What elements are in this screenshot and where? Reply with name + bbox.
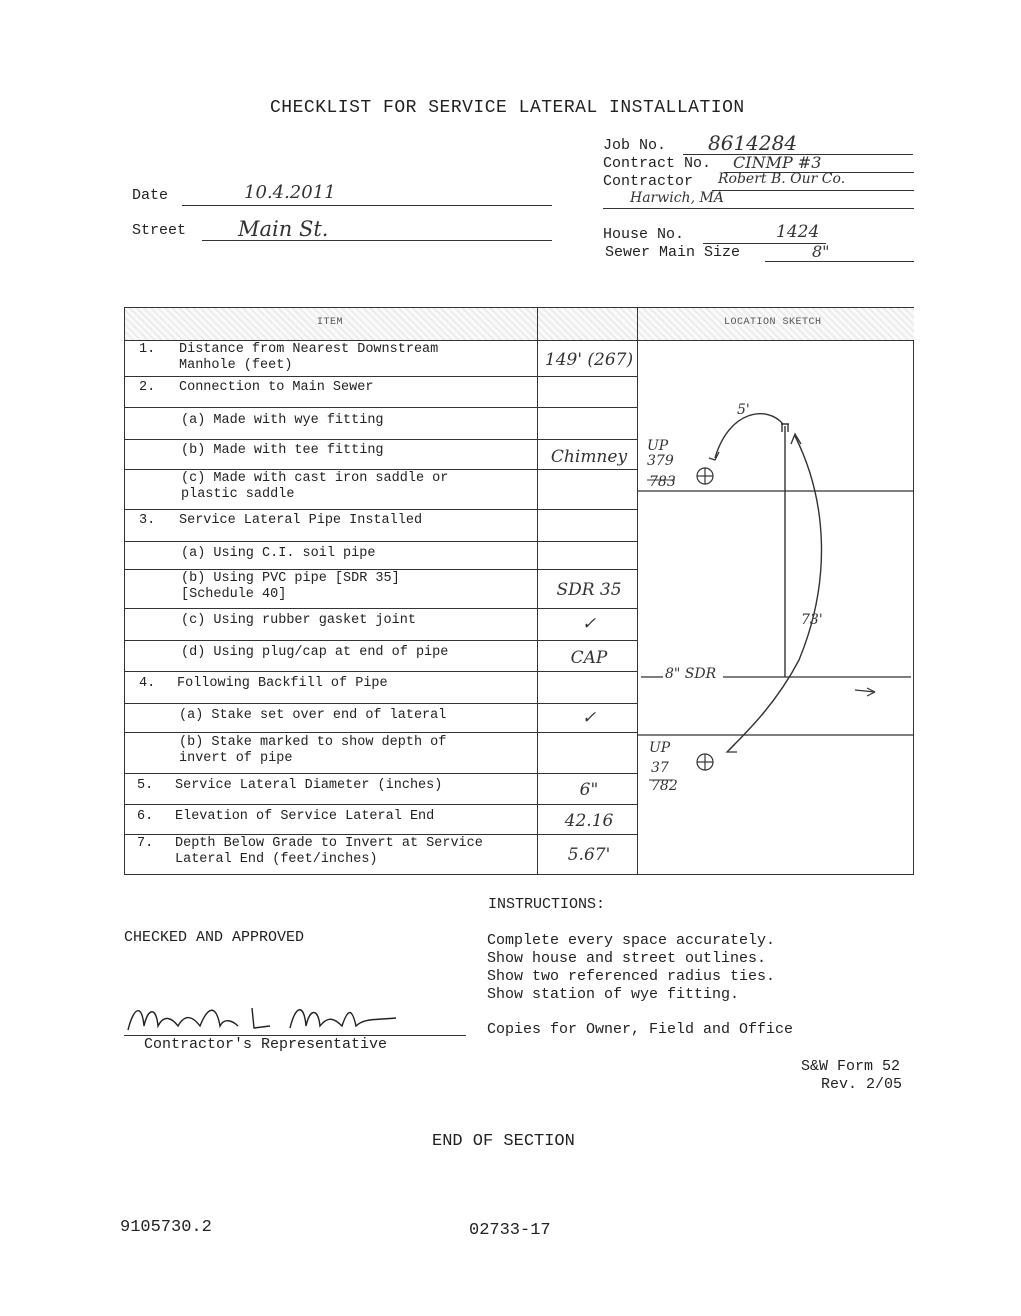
- sketch-pole-bot-2: 782: [651, 778, 678, 794]
- table-row: (d) Using plug/cap at end of pipe CAP: [125, 641, 637, 672]
- table-header-value: [537, 308, 638, 341]
- contractor-value: Robert B. Our Co.: [718, 171, 846, 187]
- document-number: 9105730.2: [120, 1218, 212, 1237]
- contractor-rep-label: Contractor's Representative: [144, 1036, 388, 1053]
- table-row: 4. Following Backfill of Pipe: [125, 672, 637, 704]
- house-no-label: House No.: [603, 226, 685, 243]
- sewer-main-size-value: 8": [812, 242, 830, 261]
- job-no-label: Job No.: [603, 137, 667, 154]
- table-row: (a) Using C.I. soil pipe: [125, 542, 637, 570]
- copies-note: Copies for Owner, Field and Office: [487, 1021, 794, 1038]
- table-row: (b) Made with tee fitting Chimney: [125, 440, 637, 470]
- date-underline: [182, 205, 552, 206]
- contractor-label: Contractor: [603, 173, 694, 190]
- house-no-value: 1424: [776, 222, 820, 242]
- table-row: (a) Made with wye fitting: [125, 408, 637, 440]
- form-title: CHECKLIST FOR SERVICE LATERAL INSTALLATION: [270, 98, 745, 118]
- instruction-line-2: Show house and street outlines.: [487, 950, 767, 967]
- table-row: 2. Connection to Main Sewer: [125, 377, 637, 408]
- form-revision: Rev. 2/05: [821, 1076, 903, 1093]
- tie-arc-long: [729, 436, 821, 750]
- sketch-dist-5: 5': [737, 402, 750, 418]
- instruction-line-4: Show station of wye fitting.: [487, 986, 740, 1003]
- table-row: (b) Using PVC pipe [SDR 35] [Schedule 40] SDR 35: [125, 570, 637, 609]
- table-row: 5. Service Lateral Diameter (inches) 6": [125, 774, 637, 805]
- table-row: 3. Service Lateral Pipe Installed: [125, 510, 637, 542]
- sketch-pole-bot-1: 37: [651, 760, 669, 776]
- job-no-value: 8614284: [708, 131, 798, 155]
- form-id: S&W Form 52: [801, 1058, 901, 1075]
- instruction-line-3: Show two referenced radius ties.: [487, 968, 776, 985]
- instructions-heading: INSTRUCTIONS:: [488, 896, 606, 913]
- table-row: 1. Distance from Nearest Downstream Manhole (feet) 149' (267): [125, 340, 637, 377]
- checked-approved-label: CHECKED AND APPROVED: [124, 929, 305, 946]
- sketch-up-top: UP: [647, 438, 669, 454]
- sewer-main-size-label: Sewer Main Size: [605, 244, 741, 261]
- table-row: (b) Stake marked to show depth of invert of pipe: [125, 733, 637, 774]
- sketch-up-bottom: UP: [649, 740, 671, 756]
- contract-no-value: CINMP #3: [733, 153, 822, 172]
- table-header-sketch: LOCATION SKETCH: [637, 308, 914, 341]
- date-label: Date: [132, 187, 169, 204]
- instruction-line-1: Complete every space accurately.: [487, 932, 776, 949]
- main-flow-arrow: [855, 688, 875, 696]
- end-of-section: END OF SECTION: [432, 1132, 575, 1151]
- sketch-main-label: 8" SDR: [665, 666, 717, 682]
- street-label: Street: [132, 222, 187, 239]
- tie-arc-top: [715, 414, 783, 458]
- contractor-underline: [712, 190, 914, 191]
- contract-no-label: Contract No.: [603, 155, 712, 172]
- table-row: (c) Using rubber gasket joint ✓: [125, 609, 637, 641]
- date-value: 10.4.2011: [244, 182, 336, 203]
- street-value: Main St.: [238, 217, 329, 241]
- checklist-table: [124, 307, 914, 875]
- table-row: 6. Elevation of Service Lateral End 42.16: [125, 805, 637, 835]
- table-row: (c) Made with cast iron saddle or plastic saddle: [125, 470, 637, 510]
- table-header-item: ITEM: [125, 308, 537, 341]
- page-code: 02733-17: [469, 1221, 551, 1240]
- table-row: 7. Depth Below Grade to Invert at Service Lateral End (feet/inches) 5.67': [137, 836, 611, 867]
- location-sketch: [637, 340, 913, 874]
- contractor-underline-2: [603, 208, 914, 209]
- contractor-location: Harwich, MA: [630, 190, 724, 206]
- sketch-dist-73: 73': [801, 612, 823, 628]
- sketch-pole-top-2: 783: [649, 474, 676, 490]
- signature: [120, 996, 410, 1040]
- table-row: (a) Stake set over end of lateral ✓: [125, 704, 637, 733]
- sewer-main-size-underline: [765, 261, 914, 262]
- sketch-pole-top-1: 379: [647, 453, 674, 469]
